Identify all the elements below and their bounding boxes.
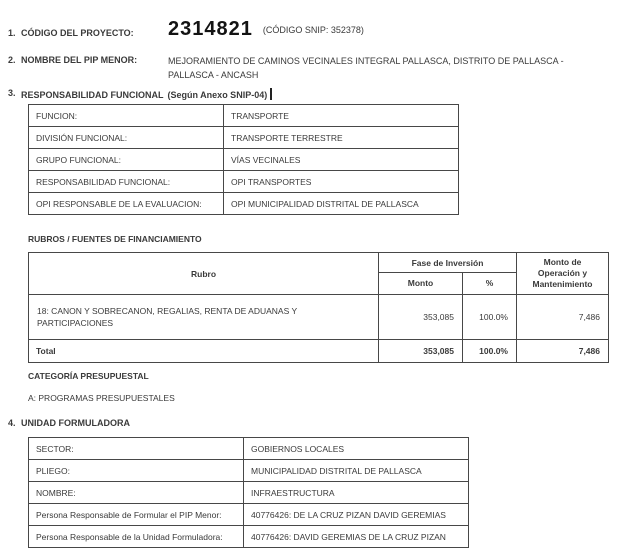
rubro-cell: 18: CANON Y SOBRECANON, REGALIAS, RENTA DE ADUANAS Y PARTICIPACIONES bbox=[29, 295, 379, 340]
value-cell: 40776426: DE LA CRUZ PIZAN DAVID GEREMIAS bbox=[244, 504, 469, 526]
value-cell: MUNICIPALIDAD DISTRITAL DE PALLASCA bbox=[244, 460, 469, 482]
value-cell: TRANSPORTE TERRESTRE bbox=[224, 127, 459, 149]
project-name-section bbox=[8, 55, 596, 82]
label-cell: NOMBRE: bbox=[29, 482, 244, 504]
table-row bbox=[29, 171, 459, 193]
table-row bbox=[29, 482, 469, 504]
item-number: 3. bbox=[8, 88, 16, 98]
table-row bbox=[29, 460, 469, 482]
value-cell: OPI TRANSPORTES bbox=[224, 171, 459, 193]
label-cell: Persona Responsable de la Unidad Formuladora: bbox=[29, 526, 244, 548]
label-cell: SECTOR: bbox=[29, 438, 244, 460]
rubros-table bbox=[28, 252, 609, 363]
project-code-value: 2314821 bbox=[168, 18, 253, 40]
item-number: 4. bbox=[8, 418, 16, 428]
table-row bbox=[29, 438, 469, 460]
project-name-value: MEJORAMIENTO DE CAMINOS VECINALES INTEGRAL PALLASCA, DISTRITO DE PALLASCA - PALLASCA - ANCASH bbox=[168, 56, 564, 80]
table-row bbox=[29, 193, 459, 215]
label-cell: DIVISIÓN FUNCIONAL: bbox=[29, 127, 224, 149]
total-percent-cell: 100.0% bbox=[463, 340, 517, 363]
rubro-column-header: Rubro bbox=[29, 253, 379, 295]
categoria-heading: CATEGORÍA PRESUPUESTAL bbox=[28, 371, 149, 381]
unidad-formuladora-section bbox=[8, 418, 130, 428]
fase-inversion-header: Fase de Inversión bbox=[379, 253, 517, 273]
table-row bbox=[29, 504, 469, 526]
table-row bbox=[29, 127, 459, 149]
project-name-label: NOMBRE DEL PIP MENOR: bbox=[21, 55, 138, 65]
value-cell: VÍAS VECINALES bbox=[224, 149, 459, 171]
project-code-section bbox=[8, 18, 364, 40]
text-caret bbox=[270, 88, 272, 100]
table-row bbox=[29, 149, 459, 171]
table-row bbox=[29, 295, 609, 340]
annex-reference-label: (Según Anexo SNIP-04) bbox=[167, 90, 268, 100]
operacion-mantenimiento-cell: 7,486 bbox=[517, 295, 609, 340]
total-monto-cell: 353,085 bbox=[379, 340, 463, 363]
value-cell: 40776426: DAVID GEREMIAS DE LA CRUZ PIZAN bbox=[244, 526, 469, 548]
label-cell: GRUPO FUNCIONAL: bbox=[29, 149, 224, 171]
functional-responsibility-label: RESPONSABILIDAD FUNCIONAL bbox=[21, 90, 164, 100]
table-row bbox=[29, 526, 469, 548]
funcional-table bbox=[28, 104, 459, 215]
unidad-formuladora-label: UNIDAD FORMULADORA bbox=[21, 418, 130, 428]
percent-column-header: % bbox=[463, 273, 517, 295]
monto-column-header: Monto bbox=[379, 273, 463, 295]
value-cell: OPI MUNICIPALIDAD DISTRITAL DE PALLASCA bbox=[224, 193, 459, 215]
label-cell: RESPONSABILIDAD FUNCIONAL: bbox=[29, 171, 224, 193]
table-header-row bbox=[29, 253, 609, 273]
label-cell: OPI RESPONSABLE DE LA EVALUACION: bbox=[29, 193, 224, 215]
item-number: 1. bbox=[8, 28, 16, 38]
formuladora-table bbox=[28, 437, 469, 548]
total-om-cell: 7,486 bbox=[517, 340, 609, 363]
table-row bbox=[29, 105, 459, 127]
project-code-label: CÓDIGO DEL PROYECTO: bbox=[21, 28, 134, 38]
item-number: 2. bbox=[8, 55, 16, 65]
functional-responsibility-section bbox=[8, 88, 272, 100]
percent-cell: 100.0% bbox=[463, 295, 517, 340]
table-total-row bbox=[29, 340, 609, 363]
label-cell: FUNCION: bbox=[29, 105, 224, 127]
operacion-mantenimiento-header: Monto de Operación y Mantenimiento bbox=[517, 253, 609, 295]
value-cell: GOBIERNOS LOCALES bbox=[244, 438, 469, 460]
snip-code-value: (CÓDIGO SNIP: 352378) bbox=[262, 25, 364, 35]
rubros-heading: RUBROS / FUENTES DE FINANCIAMIENTO bbox=[28, 234, 202, 244]
total-label-cell: Total bbox=[29, 340, 379, 363]
label-cell: Persona Responsable de Formular el PIP Menor: bbox=[29, 504, 244, 526]
label-cell: PLIEGO: bbox=[29, 460, 244, 482]
monto-cell: 353,085 bbox=[379, 295, 463, 340]
value-cell: INFRAESTRUCTURA bbox=[244, 482, 469, 504]
categoria-value: A: PROGRAMAS PRESUPUESTALES bbox=[28, 393, 175, 403]
value-cell: TRANSPORTE bbox=[224, 105, 459, 127]
